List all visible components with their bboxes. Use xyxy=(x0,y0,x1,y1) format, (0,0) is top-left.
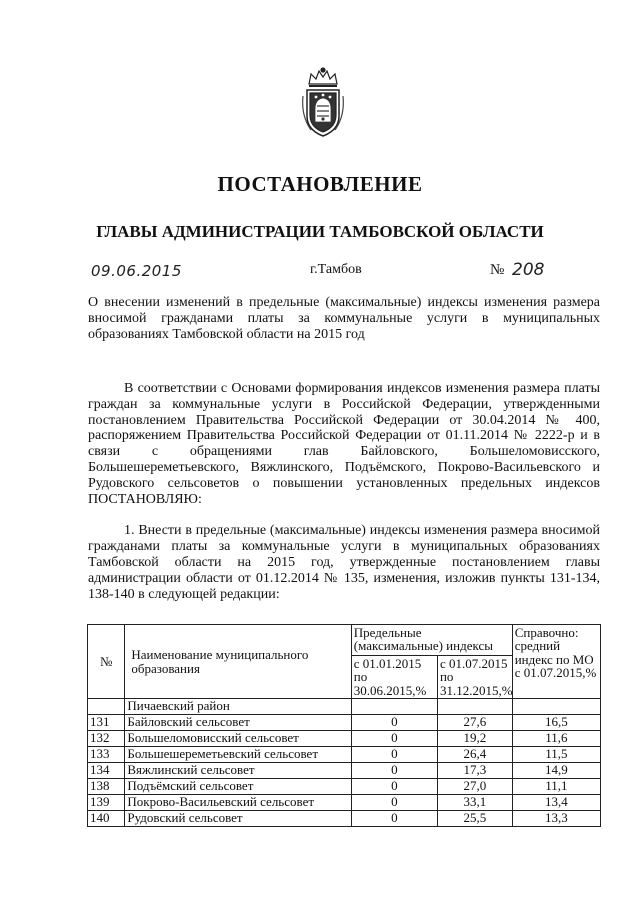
handwritten-date: 09.06.2015 xyxy=(91,262,182,280)
table-row xyxy=(88,715,601,731)
row-period-2: 27,6 xyxy=(437,715,512,731)
row-no: 138 xyxy=(88,779,125,795)
row-period-1: 0 xyxy=(351,747,437,763)
row-name: Вяжлинский сельсовет xyxy=(125,763,351,779)
row-name: Большешереметьевский сельсовет xyxy=(125,747,351,763)
row-no: 134 xyxy=(88,763,125,779)
handwritten-number: 208 xyxy=(512,260,545,280)
table-row xyxy=(88,811,601,827)
row-reference: 14,9 xyxy=(512,763,600,779)
row-reference: 13,4 xyxy=(512,795,600,811)
row-no: 140 xyxy=(88,811,125,827)
row-no: 133 xyxy=(88,747,125,763)
header-period-2: с 01.07.2015 по 31.12.2015,% xyxy=(437,656,512,699)
row-reference: 11,1 xyxy=(512,779,600,795)
header-limit-group: Предельные (максимальные) индексы xyxy=(351,625,512,656)
row-period-2: 25,5 xyxy=(437,811,512,827)
table-header-row xyxy=(88,625,601,656)
number-label: № xyxy=(490,262,505,278)
row-no: 131 xyxy=(88,715,125,731)
document-subtitle: ГЛАВЫ АДМИНИСТРАЦИИ ТАМБОВСКОЙ ОБЛАСТИ xyxy=(96,222,544,241)
row-name: Покрово-Васильевский сельсовет xyxy=(125,795,351,811)
row-name: Рудовский сельсовет xyxy=(125,811,351,827)
row-no: 139 xyxy=(88,795,125,811)
row-period-1: 0 xyxy=(351,715,437,731)
row-period-1: 0 xyxy=(351,795,437,811)
body-paragraph-1: В соответствии с Основами формирования индексов изменения размера платы граждан за коммунальные услуги в Российской Федерации, утвержденными постановлением Правительства Российской Федерации от 30.04.2014 № 400, распоряжением Правительства Российской Федерации от 01.11.2014 № 2222-р и в связи с обращениями глав Байловского, Большеломовисского, Большешереметьевского, Вяжлинского, Подъёмского, Покрово-Васильевского и Рудовского сельсоветов о повышении установленных предельных индексов ПОСТАНОВЛЯЮ: xyxy=(88,381,600,507)
row-period-1: 0 xyxy=(351,811,437,827)
table-row xyxy=(88,795,601,811)
header-name: Наименование муниципального образования xyxy=(125,625,351,699)
row-reference: 16,5 xyxy=(512,715,600,731)
table-row xyxy=(88,747,601,763)
row-period-1: 0 xyxy=(351,779,437,795)
table-row xyxy=(88,763,601,779)
row-reference: 11,6 xyxy=(512,731,600,747)
body-paragraph-2: 1. Внести в предельные (максимальные) индексы изменения размера вносимой гражданами платы за коммунальные услуги в муниципальных образованиях Тамбовской области на 2015 год, утвержденные постановлением главы администрации области от 01.12.2014 № 135, изменения, изложив пункты 131-134, 138-140 в следующей редакции: xyxy=(88,523,600,602)
row-reference: 13,3 xyxy=(512,811,600,827)
table-row xyxy=(88,731,601,747)
row-period-1: 0 xyxy=(351,731,437,747)
indices-table xyxy=(87,624,601,827)
row-period-2: 27,0 xyxy=(437,779,512,795)
row-period-2: 19,2 xyxy=(437,731,512,747)
row-reference: 11,5 xyxy=(512,747,600,763)
district-empty-cell xyxy=(351,699,437,715)
district-name: Пичаевский район xyxy=(125,699,351,715)
tambov-coat-of-arms-icon xyxy=(299,66,347,138)
district-empty-cell xyxy=(437,699,512,715)
header-no: № xyxy=(88,625,125,699)
row-no: 132 xyxy=(88,731,125,747)
row-period-1: 0 xyxy=(351,763,437,779)
district-empty-cell xyxy=(88,699,125,715)
district-row xyxy=(88,699,601,715)
table-row xyxy=(88,779,601,795)
header-reference: Справочно: средний индекс по МО с 01.07.2015,% xyxy=(512,625,600,699)
row-name: Подъёмский сельсовет xyxy=(125,779,351,795)
header-period-1: с 01.01.2015 по 30.06.2015,% xyxy=(351,656,437,699)
row-name: Байловский сельсовет xyxy=(125,715,351,731)
city-label: г.Тамбов xyxy=(310,262,362,277)
row-name: Большеломовисский сельсовет xyxy=(125,731,351,747)
district-empty-cell xyxy=(512,699,600,715)
row-period-2: 33,1 xyxy=(437,795,512,811)
row-period-2: 17,3 xyxy=(437,763,512,779)
document-subject: О внесении изменений в предельные (максимальные) индексы изменения размера вносимой гражданами платы за коммунальные услуги в муниципальных образованиях Тамбовской области на 2015 год xyxy=(88,295,600,342)
document-title: ПОСТАНОВЛЕНИЕ xyxy=(217,172,423,196)
row-period-2: 26,4 xyxy=(437,747,512,763)
